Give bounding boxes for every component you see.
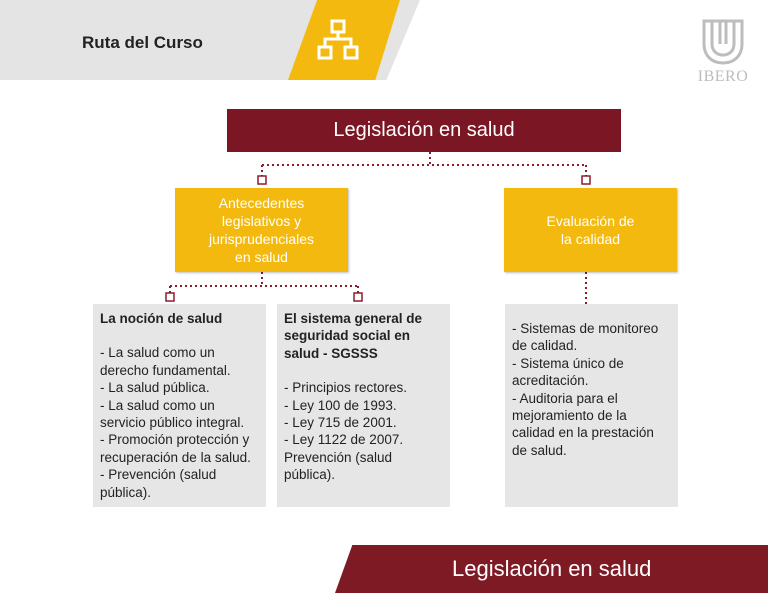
box-sgsss bbox=[277, 304, 450, 507]
box-line: - Sistemas de monitoreo bbox=[512, 321, 659, 336]
box-line: pública). bbox=[100, 484, 152, 500]
node-line: en salud bbox=[235, 249, 288, 265]
root-node: Legislación en salud bbox=[227, 109, 621, 152]
box-line: - Auditoria para el bbox=[512, 390, 618, 406]
ibero-shield-icon bbox=[700, 18, 746, 66]
box-line: pública). bbox=[284, 467, 336, 483]
box-line: - Ley 715 de 2001. bbox=[284, 415, 397, 431]
box-title: seguridad social en bbox=[284, 328, 411, 344]
box-line: mejoramiento de la bbox=[512, 408, 627, 424]
box-line: acreditación. bbox=[512, 373, 589, 389]
node-line: jurisprudenciales bbox=[208, 231, 315, 247]
org-chart-icon bbox=[316, 18, 360, 62]
box-line: de salud. bbox=[512, 442, 567, 458]
box-title: salud - SGSSS bbox=[284, 345, 378, 361]
box-line: derecho fundamental. bbox=[100, 362, 231, 378]
box-line: calidad en la prestación bbox=[512, 425, 654, 441]
box-line: recuperación de la salud. bbox=[100, 449, 251, 465]
box-title: El sistema general de bbox=[284, 311, 423, 326]
box-line: de calidad. bbox=[512, 338, 578, 354]
box-nocion-de-salud bbox=[93, 304, 266, 507]
logo-text: IBERO bbox=[697, 68, 749, 85]
box-line: - Ley 1122 de 2007. bbox=[284, 432, 404, 448]
box-line: - La salud como un bbox=[100, 345, 215, 361]
box-line: - Prevención (salud bbox=[100, 467, 217, 483]
box-line: - Promoción protección y bbox=[100, 432, 250, 448]
box-line: - Ley 100 de 1993. bbox=[284, 397, 397, 413]
node-line: legislativos y bbox=[221, 213, 302, 229]
box-line: - Principios rectores. bbox=[284, 380, 408, 396]
node-evaluacion bbox=[504, 188, 677, 272]
node-line: la calidad bbox=[560, 231, 621, 247]
box-title: La noción de salud bbox=[100, 311, 223, 326]
node-antecedentes bbox=[175, 188, 348, 272]
box-line: Prevención (salud bbox=[284, 449, 393, 465]
box-line: - La salud pública. bbox=[100, 380, 210, 396]
box-calidad bbox=[505, 304, 678, 507]
box-line: servicio público integral. bbox=[100, 415, 245, 431]
page-title: Ruta del Curso bbox=[82, 33, 203, 52]
footer-title: Legislación en salud bbox=[452, 556, 652, 581]
box-line: - La salud como un bbox=[100, 397, 215, 413]
ibero-logo bbox=[693, 18, 753, 90]
box-line: - Sistema único de bbox=[512, 355, 624, 371]
node-line: Evaluación de bbox=[546, 213, 635, 229]
node-line: Antecedentes bbox=[218, 195, 305, 211]
